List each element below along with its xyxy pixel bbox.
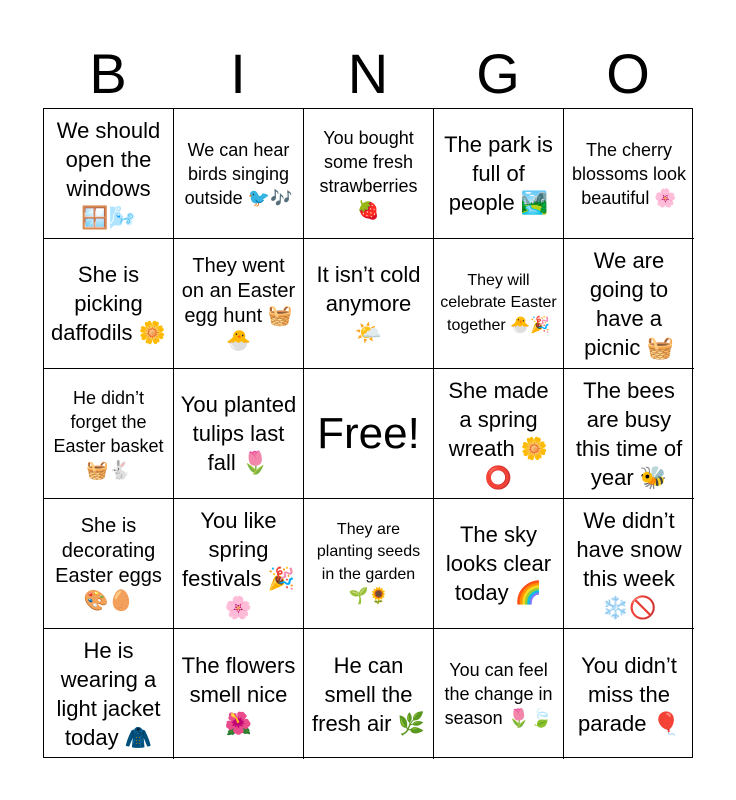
cell-text: The cherry blossoms look beautiful 🌸 [571, 139, 687, 208]
bingo-cell[interactable] [174, 629, 304, 759]
bingo-cell[interactable] [434, 499, 564, 629]
cell-text: The sky looks clear today 🌈 [445, 522, 552, 605]
cell-text: We didn’t have snow this week ❄️🚫 [576, 507, 682, 620]
bingo-cell[interactable] [304, 109, 434, 239]
cell-text: He can smell the fresh air 🌿 [312, 652, 425, 736]
cell-text: The park is full of people 🏞️ [444, 132, 553, 215]
cell-text: She is decorating Easter eggs 🎨🥚 [55, 514, 162, 612]
bingo-cell[interactable] [174, 239, 304, 369]
bingo-cell[interactable] [564, 499, 694, 629]
bingo-cell[interactable] [564, 629, 694, 759]
bingo-cell[interactable] [564, 109, 694, 239]
cell-text: You didn’t miss the parade 🎈 [577, 652, 680, 736]
header-letter-i: I [230, 42, 246, 105]
bingo-card-grid [43, 108, 693, 758]
bingo-cell[interactable] [44, 499, 174, 629]
cell-text: We can hear birds singing outside 🐦🎶 [184, 139, 293, 208]
cell-text: He didn’t forget the Easter basket 🧺🐇 [53, 387, 164, 480]
header-letter-b: B [89, 42, 127, 105]
bingo-cell[interactable] [304, 499, 434, 629]
bingo-cell[interactable] [174, 109, 304, 239]
cell-text: You like spring festivals 🎉🌸 [182, 507, 295, 620]
bingo-cell[interactable] [434, 629, 564, 759]
cell-text: You can feel the change in season 🌷🍃 [444, 660, 553, 728]
bingo-cell[interactable] [304, 629, 434, 759]
cell-text: You bought some fresh strawberries 🍓 [319, 127, 418, 220]
bingo-cell[interactable] [564, 239, 694, 369]
free-space-text: Free! [317, 408, 420, 458]
cell-text: They will celebrate Easter together 🐣🎉 [440, 271, 557, 334]
cell-text: She is picking daffodils 🌼 [50, 262, 167, 345]
header-letter-g: G [476, 42, 520, 105]
bingo-cell[interactable] [44, 239, 174, 369]
cell-text: We are going to have a picnic 🧺 [584, 247, 674, 360]
cell-text: It isn’t cold anymore 🌤️ [316, 262, 421, 345]
bingo-cell[interactable] [434, 239, 564, 369]
bingo-cell[interactable] [44, 629, 174, 759]
bingo-cell[interactable] [174, 499, 304, 629]
bingo-cell[interactable] [434, 109, 564, 239]
cell-text: They are planting seeds in the garden 🌱🌻 [316, 520, 421, 605]
bingo-cell[interactable] [564, 369, 694, 499]
cell-text: She made a spring wreath 🌼⭕ [448, 377, 549, 490]
bingo-cell[interactable] [44, 369, 174, 499]
header-letter-n: N [347, 42, 389, 105]
cell-text: They went on an Easter egg hunt 🧺🐣 [181, 254, 296, 352]
cell-text: The flowers smell nice 🌺 [181, 652, 296, 736]
bingo-cell[interactable] [174, 369, 304, 499]
cell-text: We should open the windows 🪟🌬️ [56, 117, 161, 230]
header-letter-o: O [606, 42, 650, 105]
free-space-cell[interactable] [304, 369, 434, 499]
cell-text: The bees are busy this time of year 🐝 [575, 377, 683, 490]
cell-text: You planted tulips last fall 🌷 [180, 392, 297, 475]
bingo-header [43, 40, 693, 108]
cell-text: He is wearing a light jacket today 🧥 [56, 638, 161, 750]
bingo-cell[interactable] [434, 369, 564, 499]
bingo-cell[interactable] [44, 109, 174, 239]
bingo-cell[interactable] [304, 239, 434, 369]
